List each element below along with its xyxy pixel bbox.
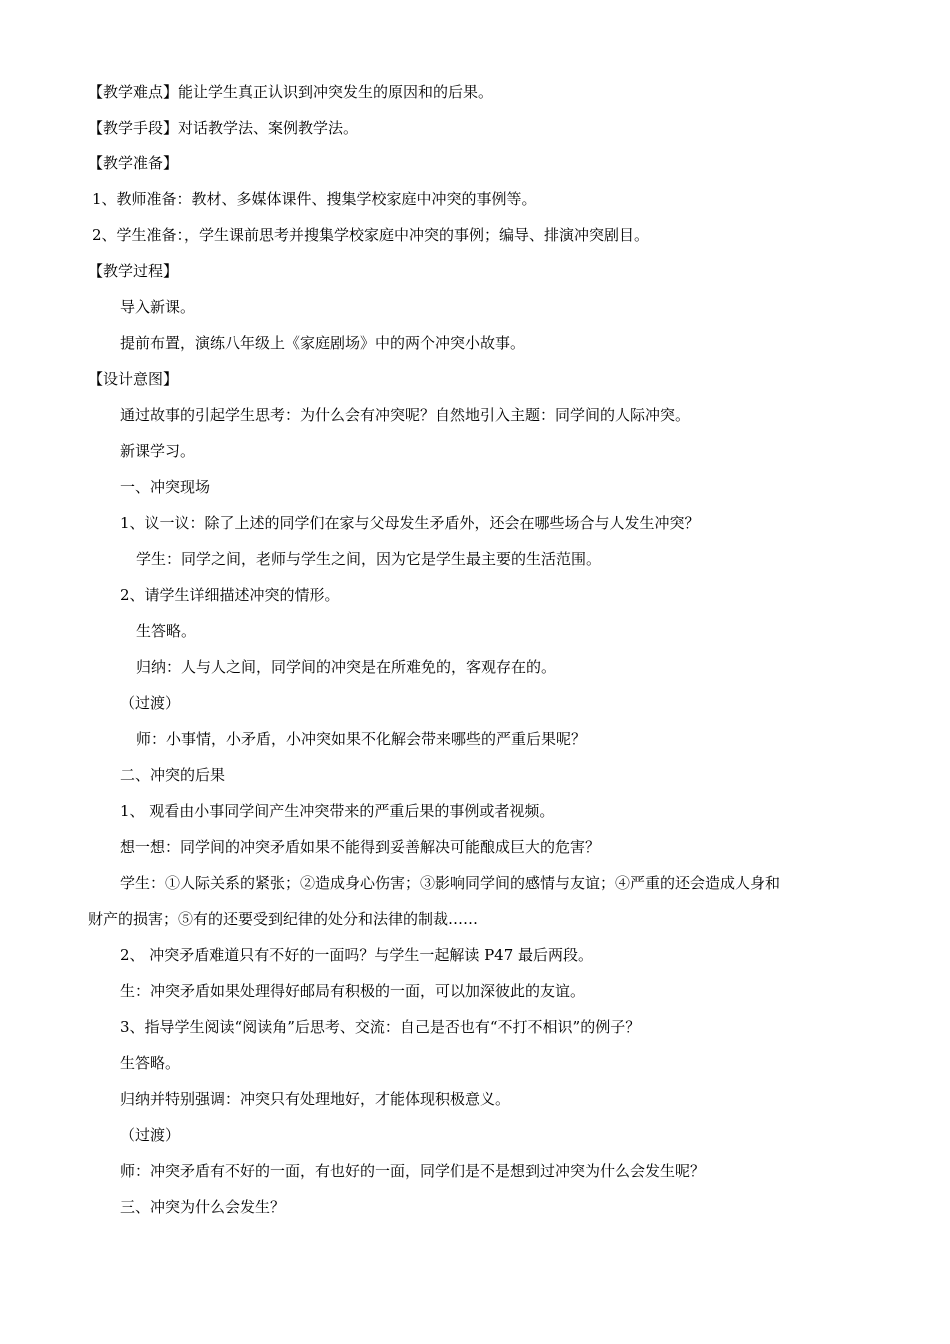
text-line: （过渡） — [120, 1126, 181, 1144]
text-line: 1、 观看由小事同学间产生冲突带来的严重后果的事例或者视频。 — [120, 802, 555, 820]
text-line: 3、指导学生阅读“阅读角”后思考、交流：自己是否也有“不打不相识”的例子？ — [120, 1018, 641, 1036]
text-line: 学生：同学之间，老师与学生之间，因为它是学生最主要的生活范围。 — [136, 550, 602, 568]
text-line: 师：小事情，小矛盾，小冲突如果不化解会带来哪些的严重后果呢？ — [136, 730, 587, 748]
text-line: 1、议一议：除了上述的同学们在家与父母发生矛盾外，还会在哪些场合与人发生冲突？ — [120, 514, 700, 532]
text-line: 【教学过程】 — [88, 262, 179, 280]
text-line: 新课学习。 — [120, 442, 196, 460]
text-line: 三、冲突为什么会发生？ — [120, 1198, 286, 1216]
text-line: 师：冲突矛盾有不好的一面，有也好的一面，同学们是不是想到过冲突为什么会发生呢？ — [120, 1162, 706, 1180]
text-line: （过渡） — [120, 694, 181, 712]
text-line: 提前布置，演练八年级上《家庭剧场》中的两个冲突小故事。 — [120, 334, 526, 352]
text-line: 【教学难点】能让学生真正认识到冲突发生的原因和的后果。 — [88, 83, 494, 101]
text-line: 导入新课。 — [120, 298, 196, 316]
text-line: 学生：①人际关系的紧张；②造成身心伤害；③影响同学间的感情与友谊；④严重的还会造成人身和 — [120, 874, 781, 892]
text-line: 1、教师准备：教材、多媒体课件、搜集学校家庭中冲突的事例等。 — [92, 190, 537, 208]
text-line: 一、冲突现场 — [120, 478, 211, 496]
text-line: 2、 冲突矛盾难道只有不好的一面吗？与学生一起解读 P47 最后两段。 — [120, 946, 594, 964]
text-line: 2、学生准备：，学生课前思考并搜集学校家庭中冲突的事例；编导、排演冲突剧目。 — [92, 226, 650, 244]
text-line: 归纳并特别强调：冲突只有处理地好，才能体现积极意义。 — [120, 1090, 511, 1108]
text-line: 生答略。 — [120, 1054, 181, 1072]
text-line: 2、请学生详细描述冲突的情形。 — [120, 586, 340, 604]
text-line: 【设计意图】 — [88, 370, 179, 388]
text-line: 归纳：人与人之间，同学间的冲突是在所难免的，客观存在的。 — [136, 658, 557, 676]
text-line: 【教学准备】 — [88, 154, 179, 172]
text-line: 通过故事的引起学生思考：为什么会有冲突呢？自然地引入主题：同学间的人际冲突。 — [120, 406, 691, 424]
text-line: 【教学手段】对话教学法、案例教学法。 — [88, 119, 359, 137]
text-line: 想一想：同学间的冲突矛盾如果不能得到妥善解决可能酿成巨大的危害？ — [120, 838, 601, 856]
text-line: 二、冲突的后果 — [120, 766, 226, 784]
text-line: 生：冲突矛盾如果处理得好邮局有积极的一面，可以加深彼此的友谊。 — [120, 982, 586, 1000]
text-line: 生答略。 — [136, 622, 197, 640]
text-line: 财产的损害；⑤有的还要受到纪律的处分和法律的制裁…… — [88, 910, 479, 928]
